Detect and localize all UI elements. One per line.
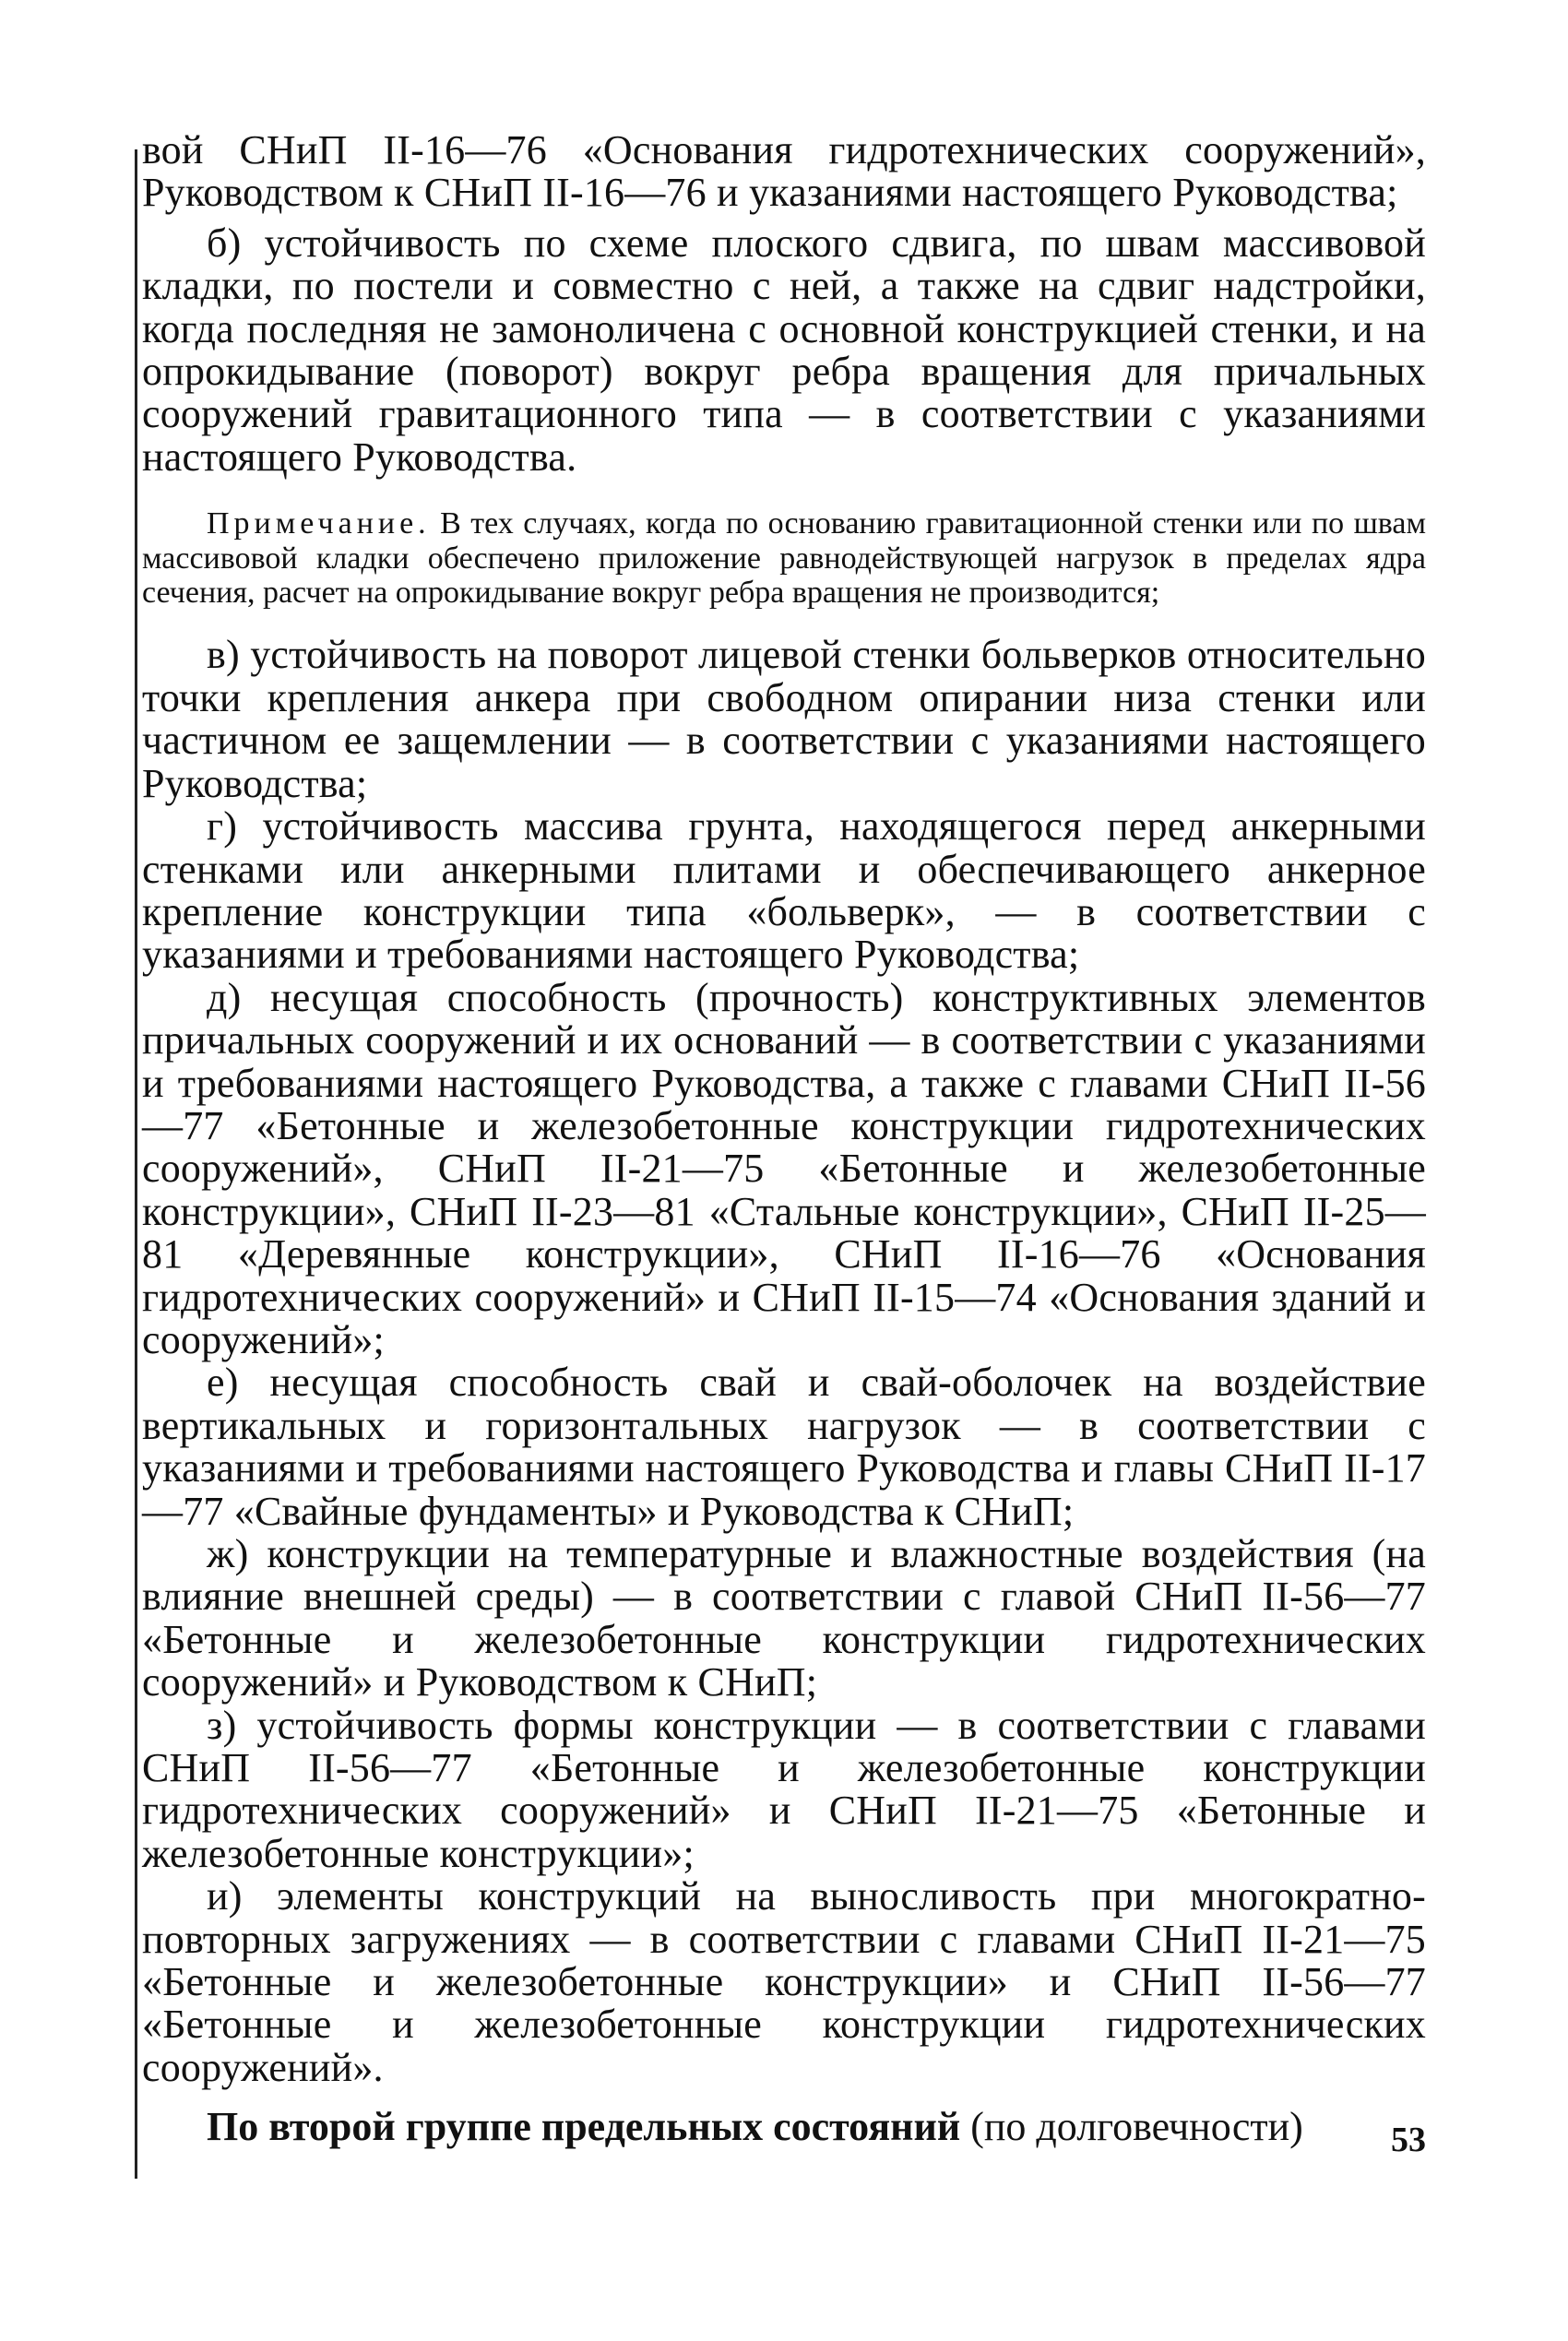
document-page [135,129,1426,2214]
list-item-i: и) элементы конструкций на выносливость при многократно-повторных загружениях — в соответствии с главами СНиП II-21—75 «Бетонные и железобетонные конструкции» и СНиП II-56—77 «Бетонные и железобетонные конструкции гидротехнических сооружений». [142,1873,1426,2090]
list-item-g: г) устойчивость массива грунта, находящегося перед анкерными стенками или анкерными плитами и обеспечивающего анкерное крепление конструкции типа «больверк», — в соответствии с указаниями и требованиями настоящего Руководства; [142,803,1426,978]
note-label: Примечание. [207,506,431,541]
paragraph-continuation: вой СНиП II-16—76 «Основания гидротехнических сооружений», Руководством к СНиП II-16—76 и указаниями настоящего Руководства; [142,127,1426,216]
note-text: В тех случаях, когда по основанию гравитационной стенки или по швам массивовой кладки обеспечено приложение равнодействующей нагрузок в пределах ядра сечения, расчет на опрокидывание вокруг ребра вращения не производится; [142,506,1426,611]
list-item-d: д) несущая способность (прочность) конструктивных элементов причальных сооружений и их оснований — в соответствии с указаниями и требованиями настоящего Руководства, а также с главами СНиП II-56—77 «Бетонные и железобетонные конструкции гидротехнических сооружений», СНиП II-21—75 «Бетонные и железобетонные конструкции», СНиП II-23—81 «Стальные конструкции», СНиП II-25—81 «Деревянные конструкции», СНиП II-16—76 «Основания гидротехнических сооружений» и СНиП II-15—74 «Основания зданий и сооружений»; [142,974,1426,1362]
section-heading-normal: (по долговечности) [960,2104,1303,2150]
paragraph-item-b: б) устойчивость по схеме плоского сдвига, по швам массивовой кладки, по постели и совместно с ней, а также на сдвиг надстройки, когда последняя не замоноличена с основной конструкцией стенки, и на опрокидывание (поворот) вокруг ребра вращения для причальных сооружений гравитационного типа — в соответствии с указаниями настоящего Руководства. [142,220,1426,480]
section-heading-bold: По второй группе предельных состояний [207,2104,961,2150]
section-heading [142,2106,1426,2148]
margin-change-bar [135,149,137,2179]
list-item-zh: ж) конструкции на температурные и влажностные воздействия (на влияние внешней среды) — в соответствии с главой СНиП II-56—77 «Бетонные и железобетонные конструкции гидротехнических сооружений» и Руководством к СНиП; [142,1531,1426,1705]
list-item-e: е) несущая способность свай и свай-оболочек на воздействие вертикальных и горизонтальных нагрузок — в соответствии с указаниями и требованиями настоящего Руководства и главы СНиП II-17—77 «Свайные фундаменты» и Руководства к СНиП; [142,1360,1426,1534]
note-block [142,506,1426,610]
page-number: 53 [1391,2121,1426,2159]
list-item-v: в) устойчивость на поворот лицевой стенки больверков относительно точки крепления анкера при свободном опирании низа стенки или частичном ее защемлении — в соответствии с указаниями настоящего Руководства; [142,632,1426,806]
page-content [142,129,1426,2190]
list-item-z: з) устойчивость формы конструкции — в соответствии с главами СНиП II-56—77 «Бетонные и железобетонные конструкции гидротехнических сооружений» и СНиП II-21—75 «Бетонные и железобетонные конструкции»; [142,1702,1426,1876]
